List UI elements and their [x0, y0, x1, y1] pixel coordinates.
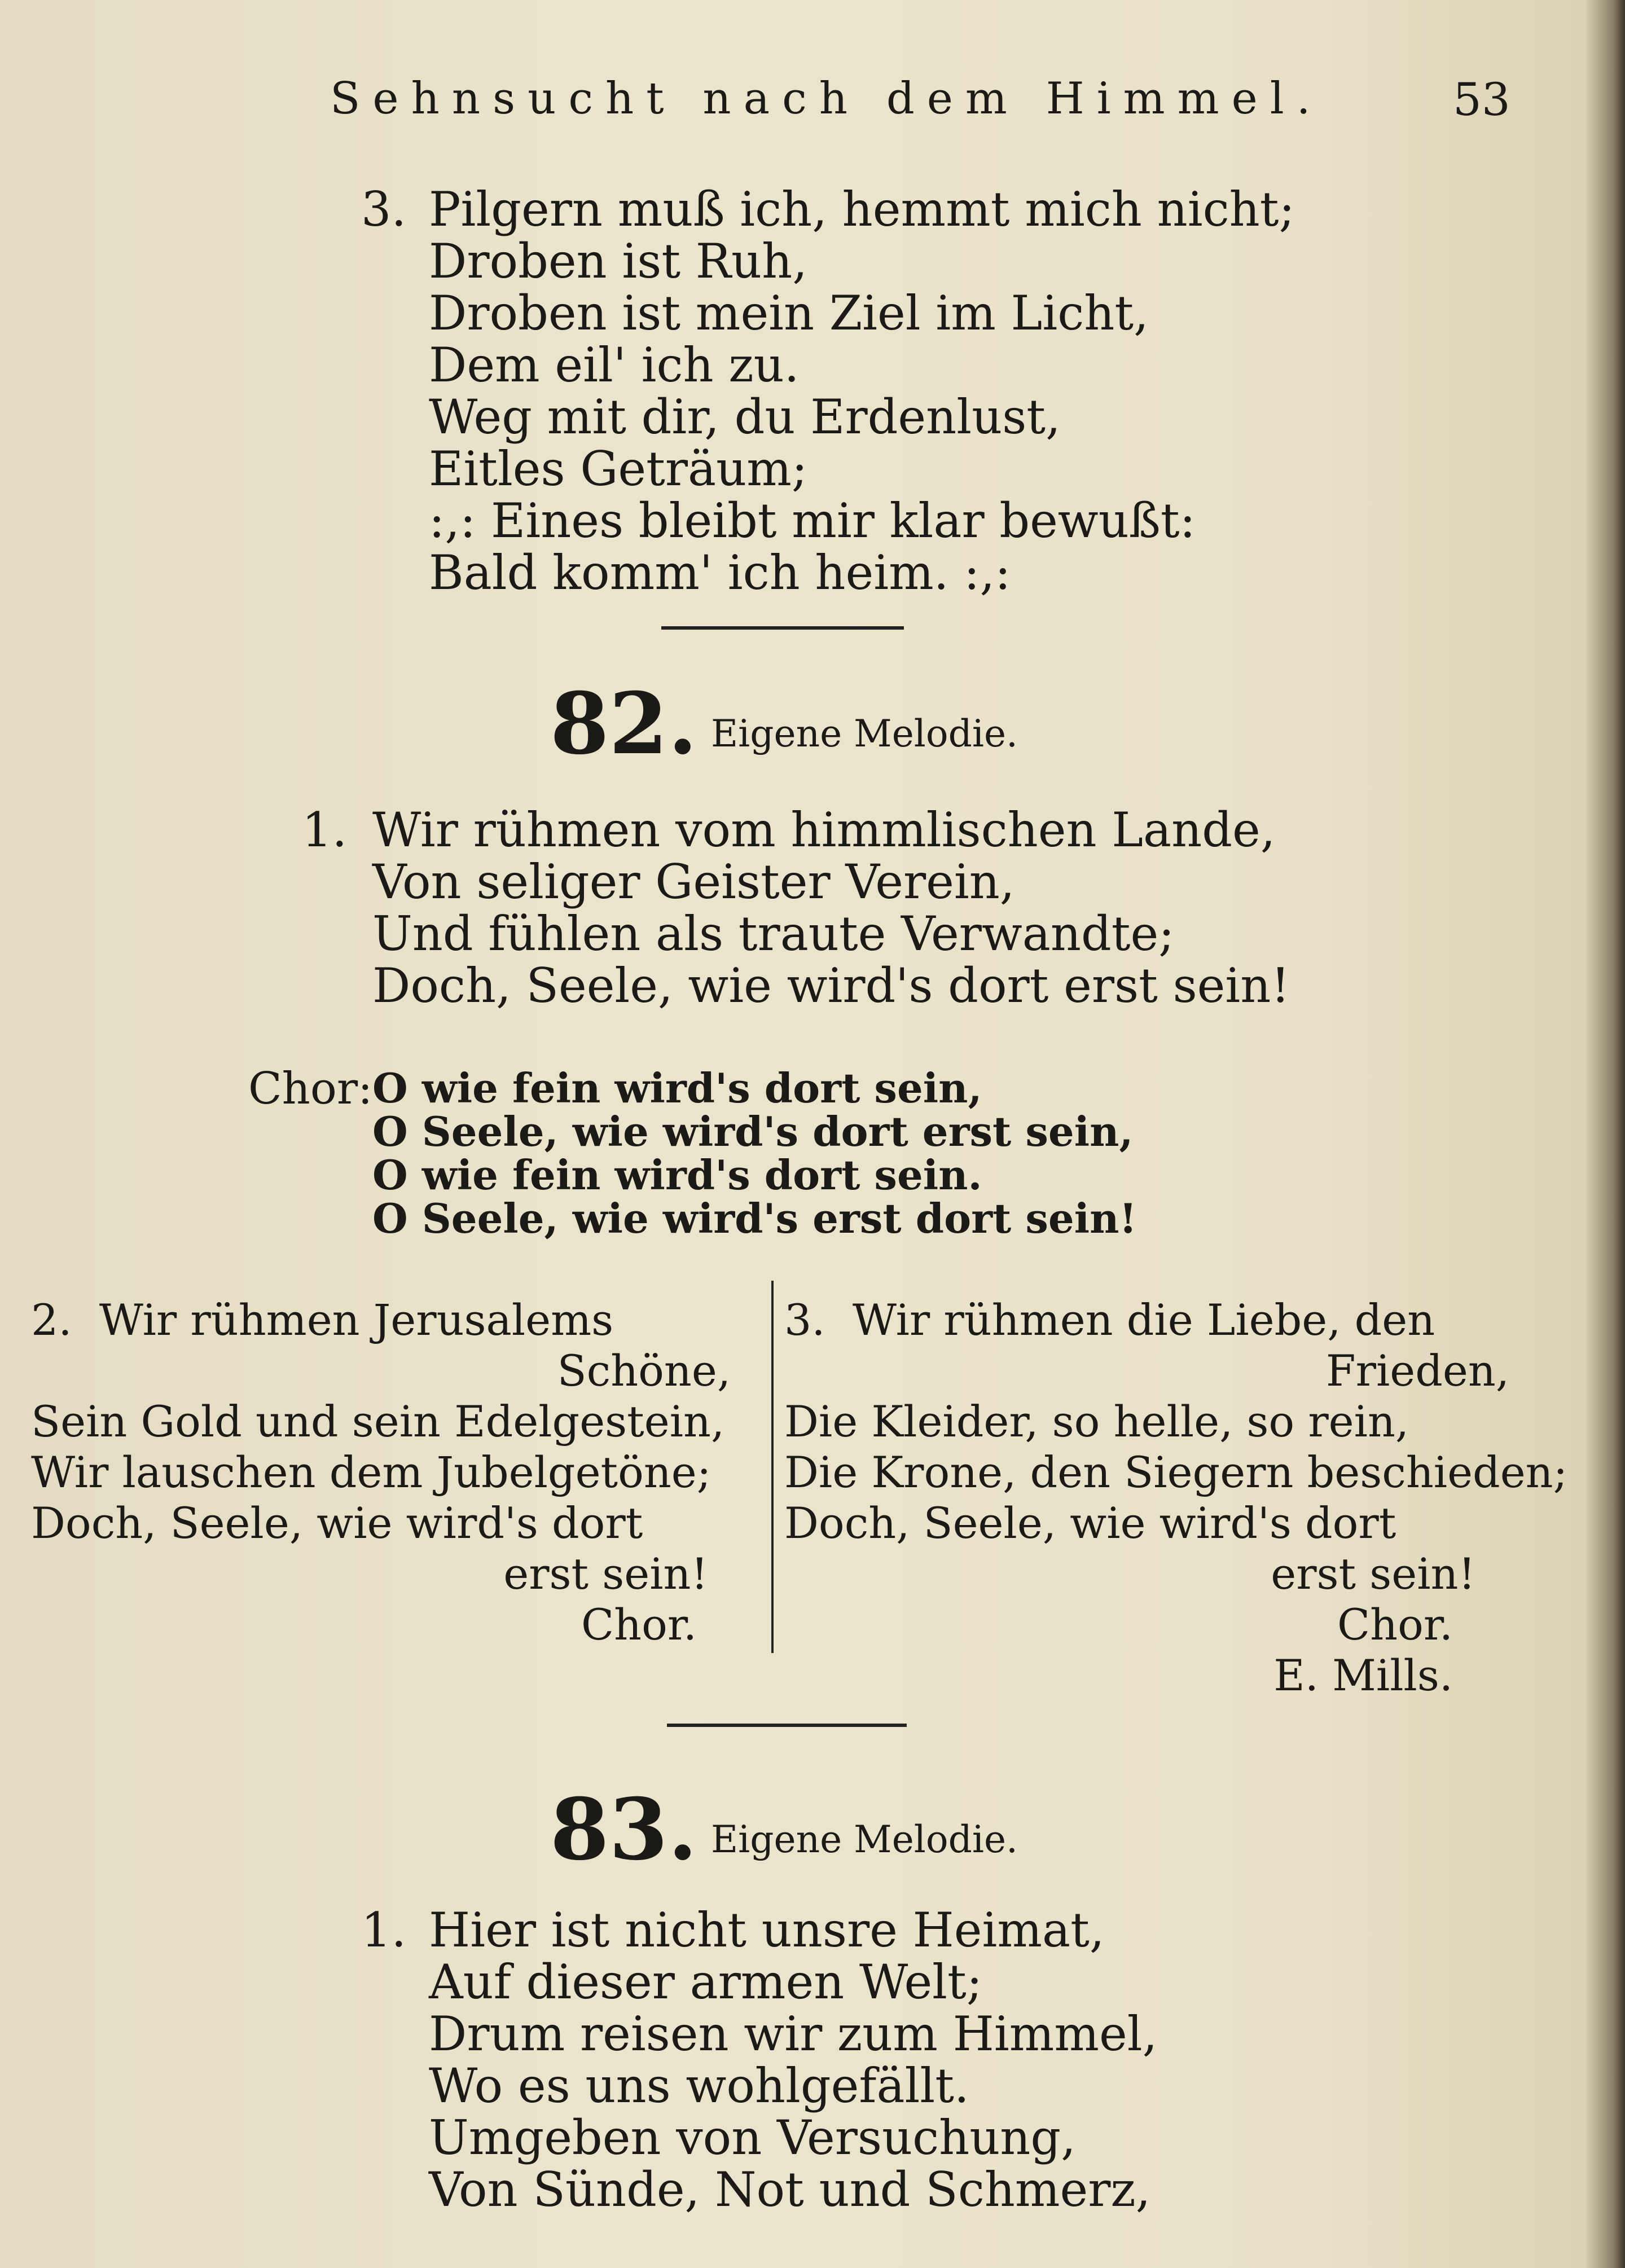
book-spine-edge — [1586, 0, 1625, 2268]
verse-line: Umgeben von Versuchung, — [429, 2110, 1076, 2165]
verse-number: 3. — [784, 1295, 825, 1345]
hymn-82-number: 82. — [550, 674, 697, 773]
verse-line: Die Kleider, so helle, so rein, — [784, 1396, 1409, 1447]
verse-number: 1. — [302, 802, 348, 858]
verse-line: Doch, Seele, wie wird's dort — [784, 1498, 1396, 1548]
verse-line-continuation: erst sein! — [1271, 1549, 1475, 1599]
verse-line: Wir rühmen die Liebe, den — [852, 1295, 1435, 1345]
hymn-82-verse-2 — [31, 1295, 731, 1650]
hymn-82-verse-3 — [784, 1295, 1568, 1701]
section-divider — [661, 626, 904, 630]
verse-line: Doch, Seele, wie wird's dort — [31, 1498, 643, 1548]
verse-number: 2. — [31, 1295, 72, 1345]
verse-line: Sein Gold und sein Edelgestein, — [31, 1396, 725, 1447]
verse-line: Droben ist mein Ziel im Licht, — [429, 285, 1149, 341]
verse-number: 3. — [361, 182, 407, 237]
verse-line: Wir lauschen dem Jubelgetöne; — [31, 1447, 712, 1497]
page-number: 53 — [1453, 73, 1510, 126]
chorus-label: Chor: — [248, 1063, 373, 1114]
verse-line: Doch, Seele, wie wird's dort erst sein! — [372, 958, 1290, 1013]
verse-line: Auf dieser armen Welt; — [429, 1954, 983, 2010]
verse-line-continuation: Schöne, — [557, 1346, 731, 1396]
verse-line-continuation: Frieden, — [1325, 1346, 1509, 1396]
verse-line-continuation: erst sein! — [503, 1549, 708, 1599]
verse-line: Dem eil' ich zu. — [429, 337, 800, 393]
verse-line: Droben ist Ruh, — [429, 234, 807, 289]
chorus-ref: Chor. — [581, 1599, 697, 1650]
verse-line: Von Sünde, Not und Schmerz, — [429, 2162, 1151, 2217]
verse-line: :,: Eines bleibt mir klar bewußt: — [429, 493, 1196, 548]
verse-line: Von seliger Geister Verein, — [372, 854, 1015, 909]
author-attribution: E. Mills. — [1273, 1650, 1453, 1700]
verse-line: Wir rühmen Jerusalems — [99, 1295, 614, 1345]
verse-number: 1. — [361, 1902, 407, 1958]
chorus-line: O Seele, wie wird's erst dort sein! — [372, 1194, 1138, 1242]
chorus-line: O wie fein wird's dort sein. — [372, 1151, 982, 1199]
verse-line: Eitles Geträum; — [429, 441, 808, 496]
verse-line: Wir rühmen vom himmlischen Lande, — [372, 802, 1276, 858]
verse-line: Bald komm' ich heim. :,: — [429, 545, 1011, 600]
column-divider — [771, 1281, 774, 1653]
verse-line: Wo es uns wohlgefällt. — [429, 2058, 969, 2113]
chorus-ref: Chor. — [1337, 1599, 1453, 1650]
page-header-title: Sehnsucht nach dem Himmel. — [330, 73, 1323, 124]
verse-line: Und fühlen als traute Verwandte; — [372, 906, 1175, 961]
chorus-line: O wie fein wird's dort sein, — [372, 1064, 982, 1112]
verse-line: Weg mit dir, du Erdenlust, — [429, 389, 1061, 445]
verse-line: Die Krone, den Siegern beschieden; — [784, 1447, 1568, 1497]
section-divider — [667, 1724, 907, 1727]
verse-line: Pilgern muß ich, hemmt mich nicht; — [429, 182, 1295, 237]
chorus-line: O Seele, wie wird's dort erst sein, — [372, 1107, 1134, 1155]
hymn-82-melody: Eigene Melodie. — [711, 712, 1018, 755]
chorus-block — [372, 1066, 1137, 1240]
verse-line: Hier ist nicht unsre Heimat, — [429, 1902, 1105, 1958]
hymn-83-number: 83. — [550, 1780, 697, 1879]
hymn-83-melody: Eigene Melodie. — [711, 1818, 1018, 1861]
verse-line: Drum reisen wir zum Himmel, — [429, 2006, 1158, 2062]
